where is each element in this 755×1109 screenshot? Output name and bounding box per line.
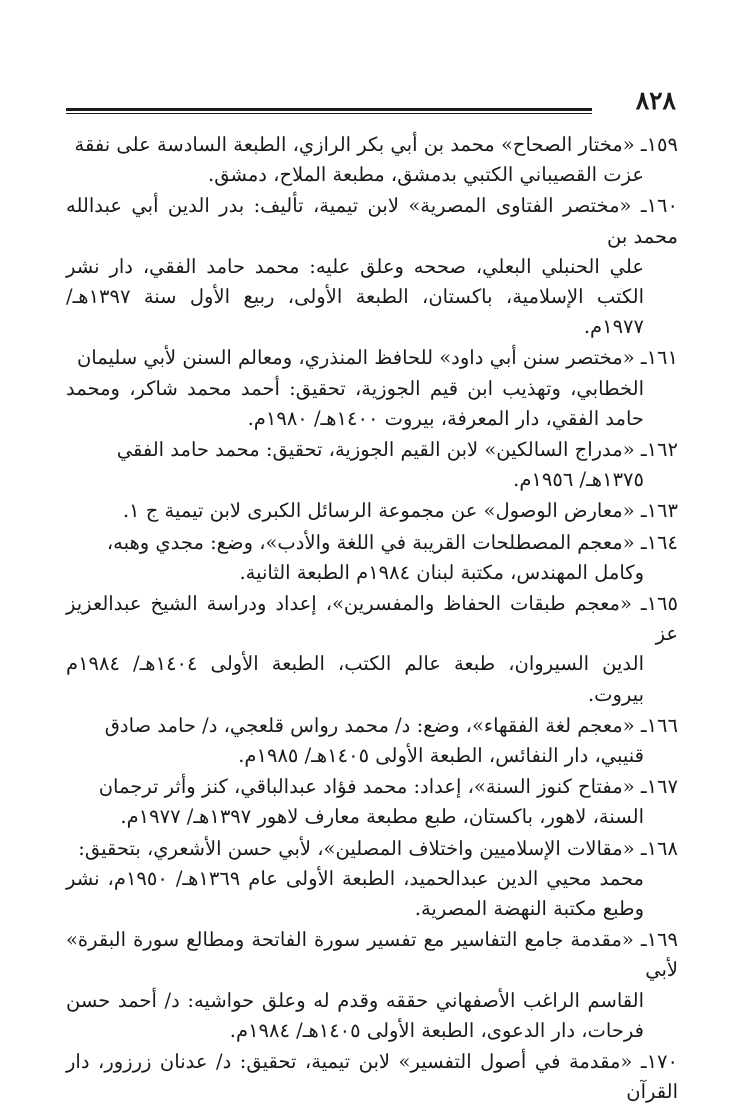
entry-number: ١٦١ـ: [640, 346, 678, 370]
bibliography-entry: [66, 496, 678, 526]
entry-number: ١٦٥ـ: [640, 592, 678, 616]
bibliography-entry: [66, 191, 678, 342]
entry-first-line: «معجم لغة الفقهاء»، وضع: د/ محمد رواس قلعجي، د/ حامد صادق: [104, 713, 641, 737]
header-rule-thick: [66, 108, 592, 111]
entry-number: ١٥٩ـ: [640, 133, 678, 156]
entry-number: ١٦٧ـ: [640, 775, 678, 799]
entry-continuation: السنة، لاهور، باكستان، طبع مطبعة معارف لاهور ١٣٩٧هـ/ ١٩٧٧م.: [120, 805, 644, 829]
entry-number: ١٦٢ـ: [640, 438, 678, 462]
entry-number: ١٦٦ـ: [640, 713, 678, 737]
entry-number: ١٦٠ـ: [640, 194, 678, 218]
entry-first-line: «معارض الوصول» عن مجموعة الرسائل الكبرى لابن تيمية ج ١.: [122, 499, 641, 523]
entry-number: ١٧٠ـ: [640, 1050, 678, 1074]
bibliography-entry: [66, 834, 678, 925]
bibliography-entry: [66, 130, 678, 190]
entry-continuation: الدين السيروان، طبعة عالم الكتب، الطبعة الأولى ١٤٠٤هـ/ ١٩٨٤م بيروت.: [66, 652, 645, 706]
entry-number: ١٦٤ـ: [640, 530, 678, 554]
entry-first-line: «مختصر الفتاوى المصرية» لابن تيمية، تأليف: بدر الدين أبي عبدالله محمد بن: [66, 194, 678, 248]
entry-first-line: «مفتاح كنوز السنة»، إعداد: محمد فؤاد عبدالباقي، كنز وأثر ترجمان: [98, 775, 641, 799]
bibliography-entry: [66, 711, 678, 771]
entry-first-line: «مختصر سنن أبي داود» للحافظ المنذري، ومعالم السنن لأبي سليمان: [76, 346, 641, 370]
entry-first-line: «معجم طبقات الحفاظ والمفسرين»، إعداد ودراسة الشيخ عبدالعزيز عز: [66, 592, 678, 646]
entry-continuation: ١٣٧٥هـ/ ١٩٥٦م.: [513, 468, 644, 492]
page-header: [66, 86, 676, 122]
entry-first-line: «مقالات الإسلاميين واختلاف المصلين»، لأبي حسن الأشعري، بتحقيق:: [78, 836, 641, 860]
header-rule-thin: [66, 113, 592, 114]
entry-number: ١٦٨ـ: [640, 836, 678, 860]
entry-first-line: «معجم المصطلحات القريبة في اللغة والأدب»، وضع: مجدي وهبه،: [106, 530, 641, 554]
entry-first-line: «مختار الصحاح» محمد بن أبي بكر الرازي، الطبعة السادسة على نفقة: [74, 133, 641, 156]
bibliography-entry: [66, 528, 678, 588]
entry-first-line: «مقدمة في أصول التفسير» لابن تيمية، تحقيق: د/ عدنان زرزور، دار القرآن: [66, 1050, 678, 1104]
bibliography-entry: [66, 925, 678, 1046]
entry-continuation: وكامل المهندس، مكتبة لبنان ١٩٨٤م الطبعة الثانية.: [239, 560, 644, 584]
entry-continuation: محمد محيي الدين عبدالحميد، الطبعة الأولى عام ١٣٦٩هـ/ ١٩٥٠م، نشر وطبع مكتبة النهضة المصرية.: [66, 866, 644, 921]
bibliography-entry: [66, 772, 678, 832]
page-number: ٨٢٨: [635, 86, 676, 115]
entry-continuation: عزت القصيباني الكتبي بدمشق، مطبعة الملاح، دمشق.: [208, 163, 644, 187]
bibliography-entry: [66, 589, 678, 710]
bibliography-entry: [66, 1047, 678, 1107]
entry-first-line: «مقدمة جامع التفاسير مع تفسير سورة الفاتحة ومطالع سورة البقرة» لأبي: [66, 928, 678, 982]
entry-continuation: قنيبي، دار النفائس، الطبعة الأولى ١٤٠٥هـ/ ١٩٨٥م.: [238, 744, 644, 768]
bibliography-list: [66, 130, 678, 1109]
bibliography-entry: [66, 343, 678, 434]
entry-continuation: القاسم الراغب الأصفهاني حققه وقدم له وعلق حواشيه: د/ أحمد حسن فرحات، دار الدعوى، الطبعة الأولى ١٤٠٥هـ/ ١٩٨٤م.: [66, 988, 644, 1042]
entry-number: ١٦٣ـ: [640, 499, 678, 523]
entry-continuation: الخطابي، وتهذيب ابن قيم الجوزية، تحقيق: أحمد محمد شاكر، ومحمد حامد الفقي، دار المعرفة، بيروت ١٤٠٠هـ/ ١٩٨٠م.: [66, 376, 644, 430]
bibliography-entry: [66, 435, 678, 495]
entry-number: ١٦٩ـ: [640, 928, 678, 952]
entry-first-line: «مدراج السالكين» لابن القيم الجوزية، تحقيق: محمد حامد الفقي: [116, 438, 641, 462]
entry-continuation: علي الحنبلي البعلي، صححه وعلق عليه: محمد حامد الفقي، دار نشر الكتب الإسلامية، باكستان، الطبعة الأولى، ربيع الأول سنة ١٣٩٧هـ/ ١٩٧٧م.: [66, 254, 644, 339]
